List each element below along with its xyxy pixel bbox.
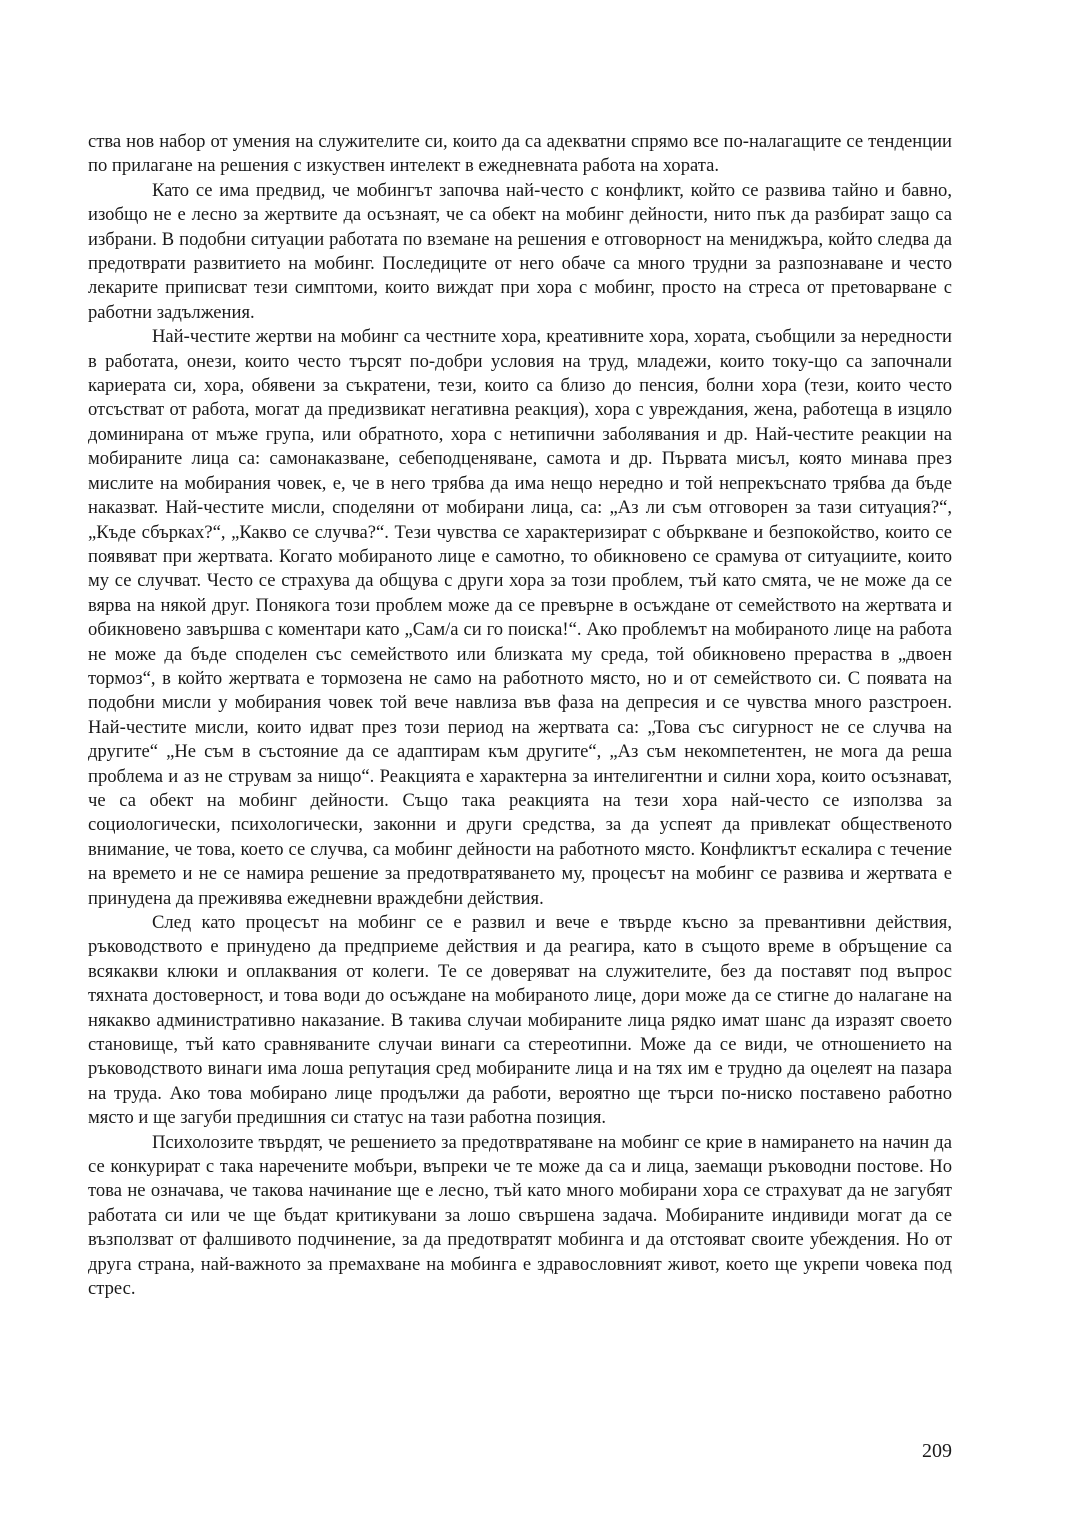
paragraph-common-victims: Най-честите жертви на мобинг са честните хора, креативните хора, хората, съобщили за нередности в работата, онези, които често търсят по-добри условия на труд, младежи, които току-що са започнали кариерата си, хора, обявени за съкратени, тези, които са близо до пенсия, болни хора (тези, които често отсъстват от работа, могат да предизвикат негативна реакция), хора с увреждания, жена, работеща в изцяло доминирана от мъже група, или обратното, хора с нетипични заболявания и др. Най-честите реакции на мобираните лица са: самонаказване, себеподценяване, самота и др. Първата мисъл, която минава през мислите на мобирания човек, е, че в него трябва да има нещо нередно и той непрекъснато трябва да бъде наказват. Най-честите мисли, споделяни от мобирани лица, са: „Аз ли съм отговорен за тази ситуация?“, „Къде сбърках?“, „Какво се случва?“. Тези чувства се характеризират с объркване и безпокойство, които се появяват при жертвата. Когато мобираното лице е самотно, то обикновено се срамува от ситуациите, които му се случват. Често се страхува да общува с други хора за този проблем, тъй като смята, че не може да се вярва на някой друг. Понякога този проблем може да се превърне в осъждане от семейството на жертвата и обикновено завършва с коментари като „Сам/а си го поиска!“. Ако проблемът на мобираното лице на работа не може да бъде споделен със семейството или близката му среда, той обикновено прераства в „двоен тормоз“, в който жертвата е тормозена не само на работното място, но и от семейството си. С появата на подобни мисли у мобирания човек той вече навлиза във фаза на депресия и се чувства много разстроен. Най-честите мисли, които идват през този период на жертвата са: „Това със сигурност не се случва на другите“ „Не съм в състояние да се адаптирам към другите“, „Аз съм некомпетентен, не мога да реша проблема и аз не струвам за нищо“. Реакцията е характерна за интелигентни и силни хора, които осъзнават, че са обект на мобинг дейности. Също така реакцията на тези хора най-често се използва за социологически, психологически, законни и други средства, за да успеят да привлекат общественото внимание, че това, което се случва, са мобинг дейности на работното място. Конфликтът ескалира с течение на времето и не се намира решение за предотвратяването му, процесът на мобинг се развива и жертвата е принудена да преживява ежедневни враждебни действия.: [88, 326, 952, 909]
paragraph-prevention: Психолозите твърдят, че решението за предотвратяване на мобинг се крие в намирането на начин да се конкурират с така наречените мобъри, въпреки че те може да са и лица, заемащи ръководни постове. Но това не означава, че такова начинание ще е лесно, тъй като много мобирани хора се страхуват да не загубят работата си или че ще бъдат критикувани за лошо свършена задача. Мобираните индивиди могат да се възползват от фалшивото подчинение, за да предотвратят мобинга и да отстояват своите убеждения. Но от друга страна, най-важното за премахване на мобинга е здравословният живот, което ще укрепи човека под стрес.: [88, 1131, 952, 1300]
paragraph-management-response: След като процесът на мобинг се е развил и вече е твърде късно за превантивни действия, ръководството е принудено да предприеме действия и да реагира, като в същото време в обръщение са всякакви клюки и оплаквания от колеги. Те се доверяват на служителите, без да поставят под въпрос тяхната достоверност, и това води до осъждане на мобираното лице, дори може да се стигне до налагане на някакво административно наказание. В такива случаи мобираните лица рядко имат шанс да изразят своето становище, тъй като сравняваните случаи винаги са стереотипни. Може да се види, че отношението на ръководството винаги има лоша репутация сред мобираните лица и на тях им е трудно да оцелеят на пазара на труда. Ако това мобирано лице продължи да работи, вероятно ще търси по-ниско поставено работно място и ще загуби предишния си статус на тази работна позиция.: [88, 912, 952, 1129]
document-body: [88, 130, 952, 1302]
paragraph-mobbing-onset: Като се има предвид, че мобингът започва най-често с конфликт, който се развива тайно и бавно, изобщо не е лесно за жертвите да осъзнаят, че са обект на мобинг дейности, нито пък да разбират защо са избрани. В подобни ситуации работата по вземане на решения е отговорност на мениджъра, който следва да предотврати развитието на мобинг. Последиците от него обаче са много трудни за разпознаване и често лекарите приписват тези симптоми, които виждат при хора с мобинг, просто на стреса от претоварване с работни задължения.: [88, 179, 952, 323]
paragraph-continuation: ства нов набор от умения на служителите си, които да са адекватни спрямо все по-налагащите се тенденции по прилагане на решения с изкуствен интелект в ежедневната работа на хората.: [88, 131, 952, 177]
page-number: 209: [922, 1440, 952, 1462]
